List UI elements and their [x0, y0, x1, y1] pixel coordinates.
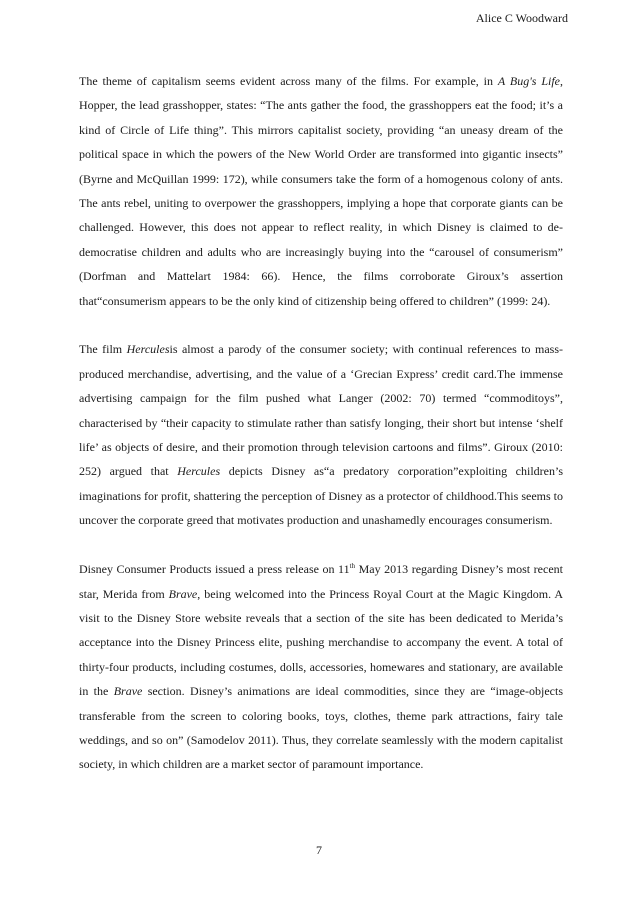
text-run: The film [79, 342, 127, 357]
film-title-italic: Hercules [126, 342, 170, 357]
text-run: is almost a parody of the consumer society; with continual references to mass-produced merchandise, advertising, and the value of a ‘Grecian Express’ credit card.The immense advertising campaign for the film pushed what Langer (2002: 70) termed “commoditoys”, characterised by “their capacity to stimulate rather than satisfy longing, their short but intense ‘shelf life’ as objects of desire, and their promotion through television cartoons and films”. Giroux (2010: 252) argued that [79, 342, 564, 479]
text-run: depicts Disney as“a predatory corporation”exploiting children’s imaginations for profit, shattering the perception of Disney as a protector of childhood.This seems to uncover the corporate greed that motivates production and unashamedly encourages consumerism. [79, 464, 564, 528]
text-run: , Hopper, the lead grasshopper, states: “The ants gather the food, the grasshoppers eat the food; it’s a kind of Circle of Life thing”. This mirrors capitalist society, providing “an uneasy dream of the political space in which the powers of the New World Order are transformed into gigantic insects” (Byrne and McQuillan 1999: 172), while consumers take the form of a homogenous colony of ants. The ants rebel, uniting to overpower the grasshoppers, implying a hope that corporate giants can be challenged. However, this does not appear to reflect reality, in which Disney is claimed to de-democratise children and adults who are increasingly buying into the “carousel of consumerism” (Dorfman and Mattelart 1984: 66). Hence, the films corroborate Giroux’s assertion that“consumerism appears to be the only kind of citizenship being offered to children” (1999: 24). [79, 74, 563, 308]
text-run: , being welcomed into the Princess Royal Court at the Magic Kingdom. A visit to the Disney Store website reveals that a section of the site has been dedicated to Merida’s acceptance into the Disney Princess elite, pushing merchandise to accompany the event. A total of thirty-four products, including costumes, dolls, accessories, homewares and stationary, are available in the [79, 586, 564, 699]
text-run: section. Disney’s animations are ideal commodities, since they are “image-objects transferable from the screen to coloring books, toys, clothes, theme park attractions, fairy tale weddings, and so on” (Samodelov 2011). Thus, they correlate seamlessly with the modern capitalist society, in which children are a market sector of paramount importance. [79, 684, 563, 772]
text-run: Disney Consumer Products issued a press release on 11 [79, 562, 350, 577]
page-number: 7 [316, 843, 322, 857]
page-header-author: Alice C Woodward [475, 11, 568, 25]
document-body [79, 69, 563, 777]
paragraph-gap [79, 313, 563, 337]
film-title-italic: Brave [168, 586, 198, 601]
paragraph-capitalism [79, 69, 563, 313]
paragraph-gap [79, 533, 563, 557]
film-title-italic: Hercules [177, 464, 221, 479]
film-title-italic: A Bug's Life [497, 74, 560, 88]
ordinal-superscript: th [349, 562, 356, 571]
text-run: May 2013 regarding Disney’s most recent star, Merida from [79, 562, 563, 601]
text-run: The theme of capitalism seems evident across many of the films. For example, in [79, 74, 498, 88]
paragraph-hercules [79, 337, 563, 532]
paragraph-consumer-products [79, 557, 563, 777]
film-title-italic: Brave [113, 684, 143, 699]
